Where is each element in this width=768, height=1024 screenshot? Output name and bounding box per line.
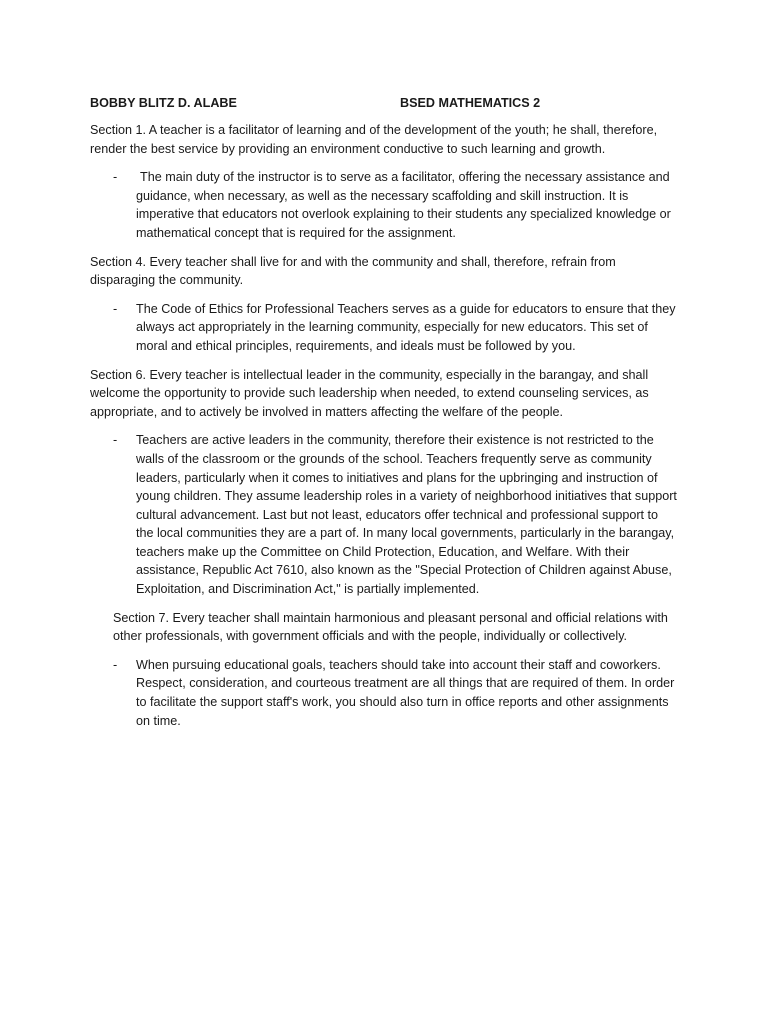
- bullet-dash: -: [113, 657, 118, 672]
- bullet-dash: -: [113, 433, 118, 448]
- section-4-paragraph: Section 4. Every teacher shall live for and with the community and shall, therefore, refrain from disparaging the community.: [90, 254, 616, 288]
- section-6-bullet: [90, 431, 678, 598]
- bullet-text: The main duty of the instructor is to serve as a facilitator, offering the necessary assistance and guidance, when necessary, as well as the necessary scaffolding and skill instruction. It is imperative that educators not overlook explaining to their students any specialized knowledge or mathematical concept that is required for the assignment.: [136, 170, 671, 240]
- bullet-dash: -: [113, 301, 118, 316]
- document-header: [90, 94, 690, 112]
- document-body: [90, 121, 678, 740]
- bullet-dash: -: [113, 170, 118, 185]
- author-name: BOBBY BLITZ D. ALABE: [90, 96, 237, 110]
- section-6-paragraph: Section 6. Every teacher is intellectual leader in the community, especially in the barangay, and shall welcome the opportunity to provide such leadership when needed, to extend counseling services, as appropriate, and to actively be involved in matters affecting the welfare of the people.: [90, 367, 649, 419]
- bullet-text: The Code of Ethics for Professional Teachers serves as a guide for educators to ensure that they always act appropriately in the learning community, especially for new educators. This set of moral and ethical principles, requirements, and ideals must be followed by you.: [136, 301, 676, 353]
- section-1-bullet: [90, 168, 678, 242]
- section-4-bullet: [90, 300, 678, 356]
- section-1-paragraph: Section 1. A teacher is a facilitator of learning and of the development of the youth; he shall, therefore, render the best service by providing an environment conductive to such learning and growth.: [90, 123, 658, 156]
- bullet-text: When pursuing educational goals, teachers should take into account their staff and coworkers. Respect, consideration, and courteous treatment are all things that are required of them. In order to facilitate the support staff's work, you should also turn in office reports and other assignments on time.: [136, 657, 675, 728]
- bullet-text: Teachers are active leaders in the community, therefore their existence is not restricted to the walls of the classroom or the grounds of the school. Teachers frequently serve as community leaders, particularly when it comes to initiatives and plans for the upbringing and instruction of young children. They assume leadership roles in a variety of neighborhood initiatives that support cultural advancement. Last but not least, educators offer technical and professional support to the local communities they are a part of. In many local governments, particularly in the barangay, teachers make up the Committee on Child Protection, Education, and Welfare. With their assistance, Republic Act 7610, also known as the "Special Protection of Children against Abuse, Exploitation, and Discrimination Act," is partially implemented.: [136, 433, 677, 597]
- section-7-bullet: [90, 656, 678, 730]
- course-title: BSED MATHEMATICS 2: [400, 96, 541, 110]
- section-7-paragraph: Section 7. Every teacher shall maintain harmonious and pleasant personal and official relations with other professionals, with government officials and with the people, individually or collectively.: [113, 610, 668, 644]
